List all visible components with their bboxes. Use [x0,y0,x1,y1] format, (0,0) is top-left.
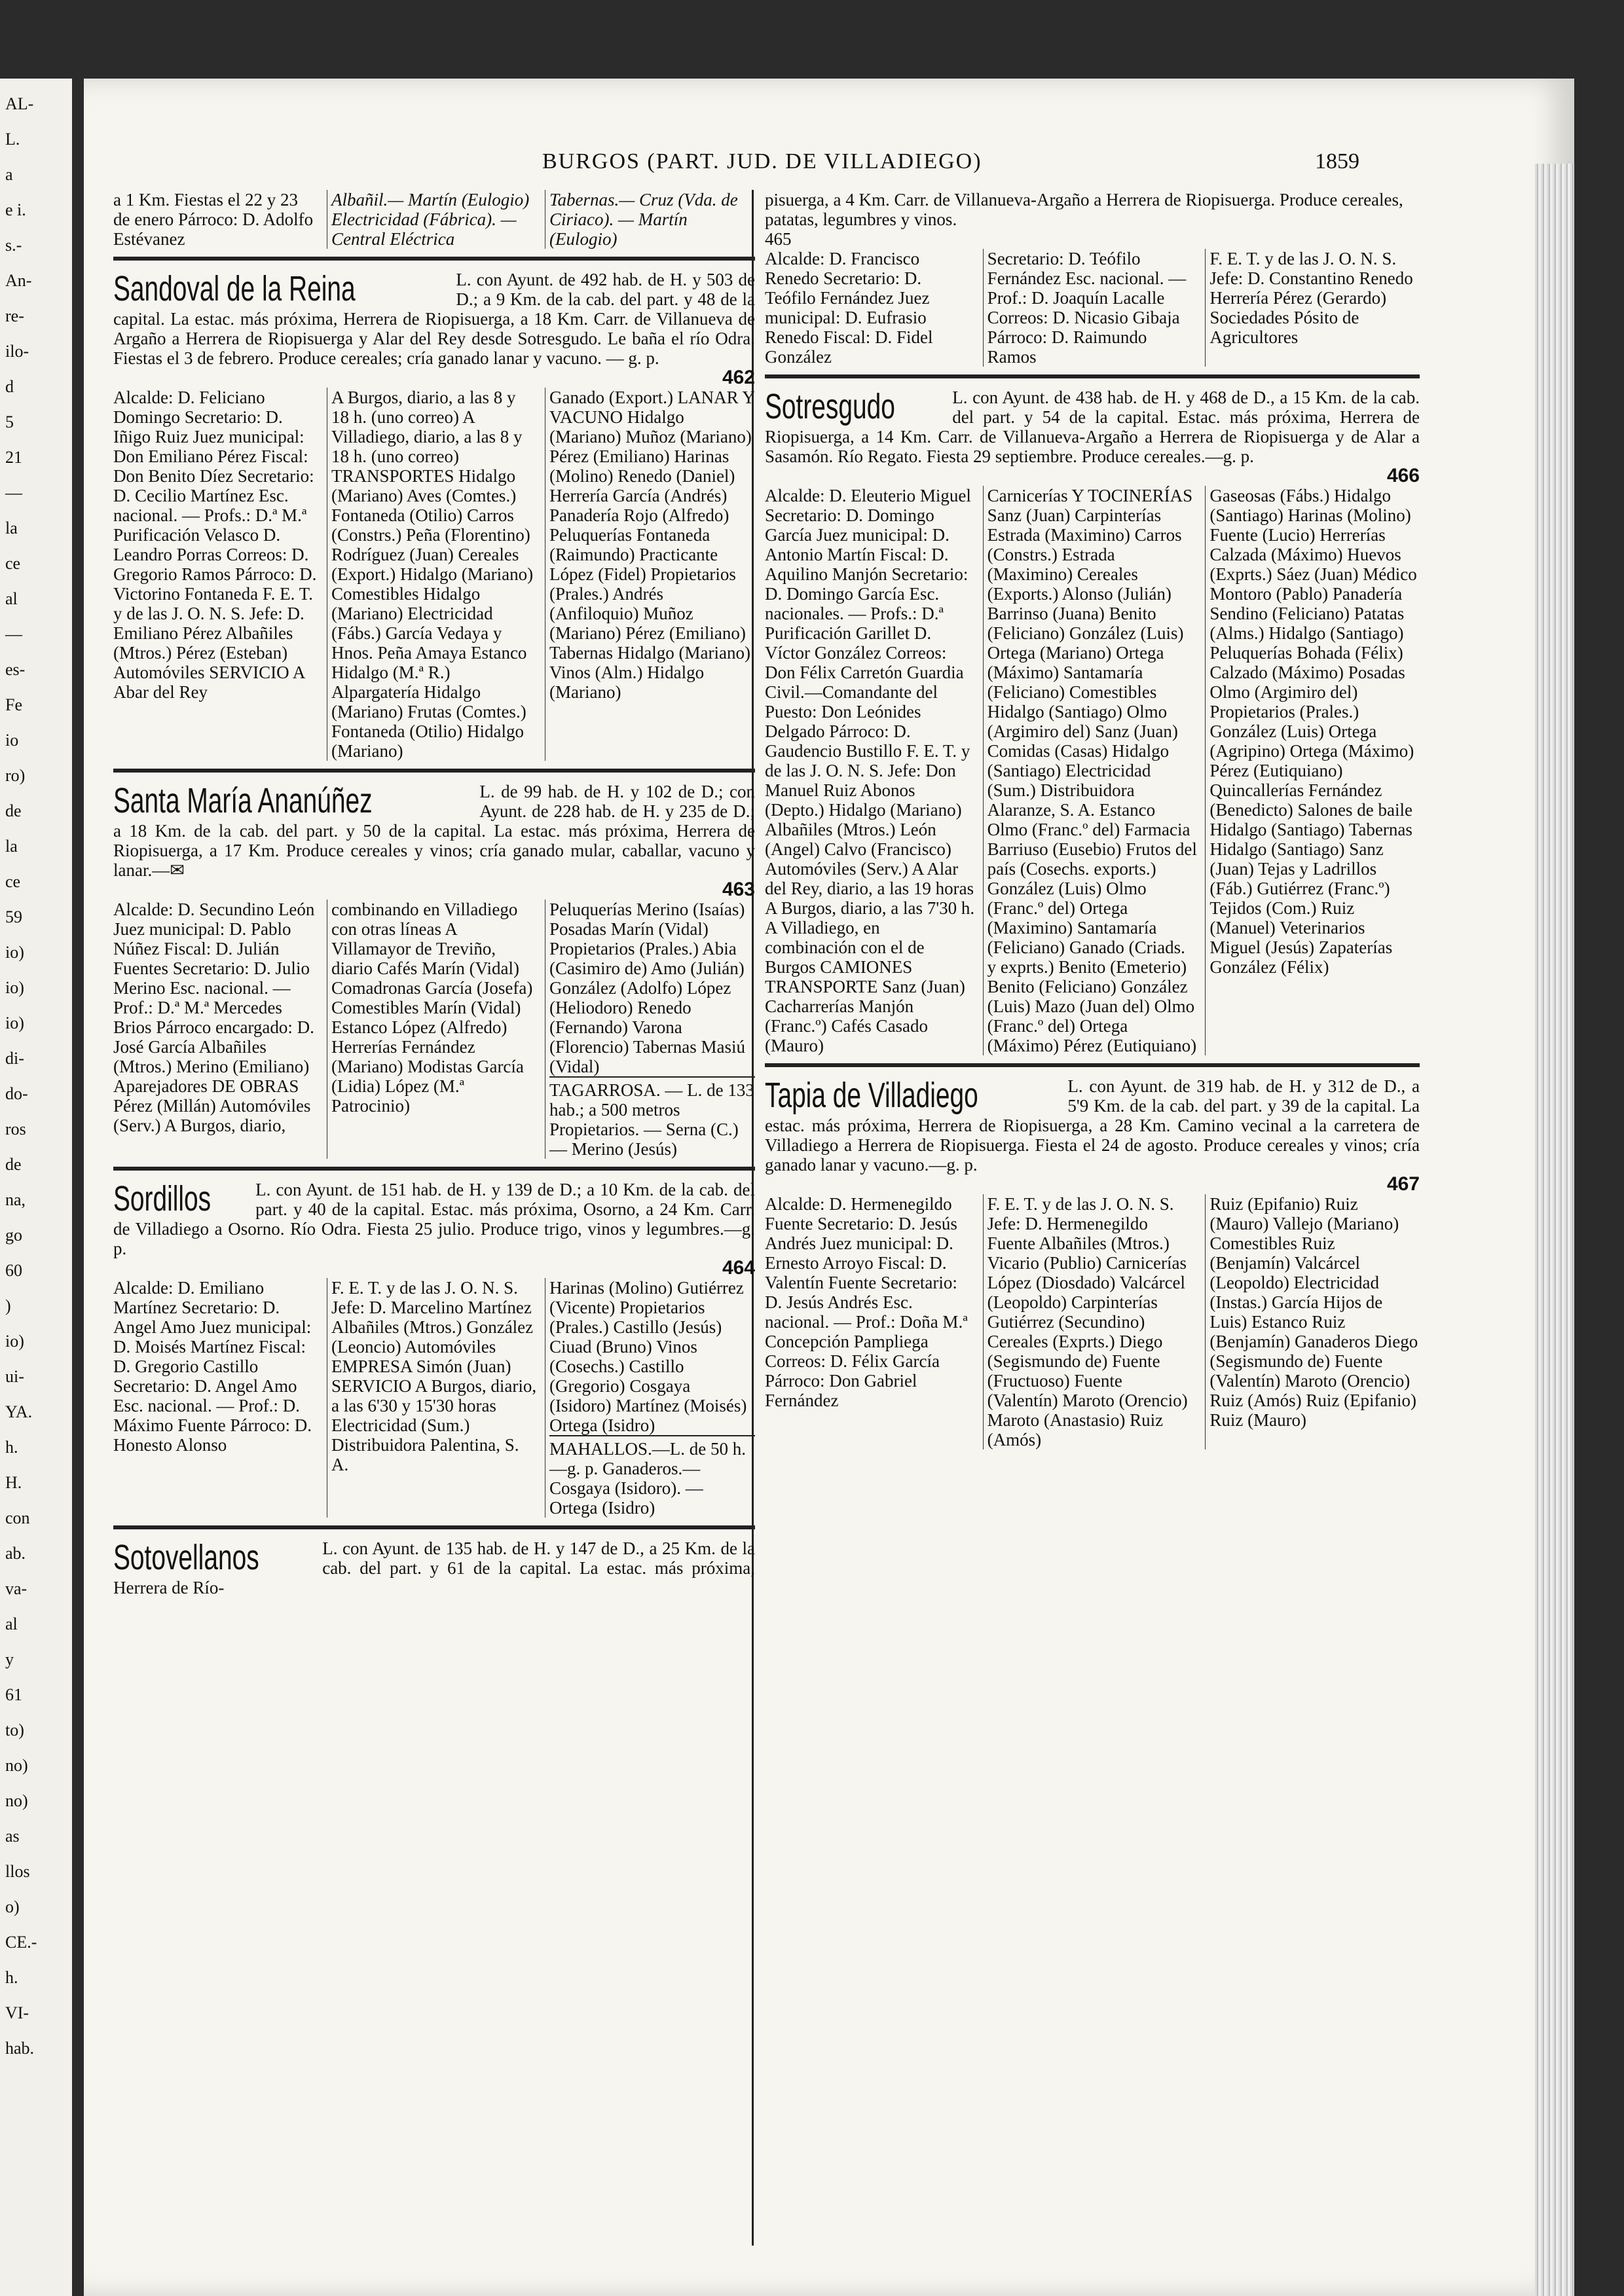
entry-col-3: Gaseosas (Fábs.) Hidalgo (Santiago) Harinas (Molino) Fuente (Lucio) Herrerías Calzada (Máximo) Huevos (Exprts.) Sáez (Juan) Médico Montoro (Pablo) Panadería Sendino (Feliciano) Patatas (Alms.) Hidalgo (Santiago) Peluquerías Bohada (Félix) Calzado (Máximo) Posadas Olmo (Argimiro del) Propietarios (Prales.) González (Luis) Ortega (Agripino) Ortega (Máximo) Pérez (Eutiquiano) Quincallerías Fernández (Benedicto) Salones de baile Hidalgo (Santiago) Tabernas Hidalgo (Santiago) Sanz (Juan) Tejas y Ladrillos (Fáb.) Gutiérrez (Franc.º) Tejidos (Com.) Ruiz (Manuel) Veterinarios Miguel (Jesús) Zapaterías González (Félix) [1205,486,1420,1055]
entry-number: 464 [722,1257,755,1279]
strip-fragment: la [5,519,18,538]
entry-col-1: Alcalde: D. Secundino León Juez municipal: D. Pablo Núñez Fiscal: D. Julián Fuentes Secretario: D. Julio Merino Esc. nacional. — Prof.: D.ª M.ª Mercedes Brios Párroco encargado: D. José García Albañiles (Mtros.) Merino (Emiliano) Aparejadores DE OBRAS Pérez (Millán) Automóviles (Serv.) A Burgos, diario, [113,900,315,1135]
strip-fragment: ce [5,872,21,891]
fragment-col-2: Albañil.— Martín (Eulogio) Electricidad (Fábrica). — Central Eléctrica [327,190,537,249]
separator [113,1525,755,1529]
strip-fragment: io) [5,978,24,997]
strip-fragment: al [5,1614,18,1633]
strip-fragment: Fe [5,695,22,714]
left-column [113,190,755,1604]
strip-fragment: ) [5,1296,11,1315]
entry-sotresgudo [765,388,1420,1055]
strip-fragment: d [5,377,14,396]
page-edge [1535,164,1574,2296]
strip-fragment: e i. [5,200,26,219]
entry-col-2: A Burgos, diario, a las 8 y 18 h. (uno correo) A Villadiego, diario, a las 8 y 18 h. (uno correo) TRANSPORTES Hidalgo (Mariano) Aves (Comtes.) Fontaneda (Otilio) Carros (Constrs.) Peña (Florentino) Rodríguez (Juan) Cereales (Export.) Hidalgo (Mariano) Comestibles Hidalgo (Mariano) Electricidad (Fábs.) García Vedaya y Hnos. Peña Amaya Estanco Hidalgo (M.ª R.) Alpargatería Hidalgo (Mariano) Frutas (Comtes.) Fontaneda (Otilio) Hidalgo (Mariano) [327,388,537,761]
entry-col-1: Alcalde: D. Hermenegildo Fuente Secretario: D. Jesús Andrés Juez municipal: D. Ernesto Arroyo Fiscal: D. Valentín Fuente Secretario: D. Jesús Andrés Esc. nacional. — Prof.: Doña M.ª Concepción Pampliega Correos: D. Félix García Párroco: Don Gabriel Fernández [765,1194,968,1410]
entry-number: 463 [722,879,755,900]
fragment-col-1: a 1 Km. Fiestas el 22 y 23 de enero Párroco: D. Adolfo Estévanez [113,190,314,249]
strip-fragment: 60 [5,1261,22,1280]
strip-fragment: ros [5,1120,26,1139]
strip-fragment: 59 [5,907,22,926]
strip-fragment: va- [5,1579,28,1598]
page-header [84,149,1380,182]
strip-fragment: An- [5,271,32,290]
strip-fragment: to) [5,1721,24,1740]
entry-desc: L. con Ayunt. de 319 hab. de H. y 312 de D., a 5'9 Km. de la cab. del part. y 39 de la capital. La estac. más próxima, Herrera de Riopisuerga, a 28 Km. Camino vecinal a la carretera de Villadiego a Herrera de Riopisuerga. Fiesta el 24 de agosto. Produce cereales y vinos; cría ganado lanar y vacuno.—g. p. [765,1076,1420,1175]
strip-fragment: CE.- [5,1933,37,1952]
top-fragment [113,190,755,249]
entry-sordillos [113,1180,755,1518]
strip-fragment: io) [5,1013,24,1032]
entry-col-3: Ruiz (Epifanio) Ruiz (Mauro) Vallejo (Mariano) Comestibles Ruiz (Benjamín) Valcárcel (Leopoldo) Electricidad (Instas.) García Hijos de Luis) Estanco Ruiz (Benjamín) Ganaderos Diego (Segismundo de) Fuente (Valentín) Maroto (Orencio) Ruiz (Amós) Ruiz (Epifanio) Ruiz (Mauro) [1205,1194,1420,1449]
entry-number: 467 [1386,1173,1420,1195]
strip-fragment: s.- [5,236,22,255]
strip-fragment: di- [5,1049,24,1068]
strip-fragment: ab. [5,1544,26,1563]
directory-page [84,79,1574,2296]
entry-col-1: Alcalde: D. Feliciano Domingo Secretario: D. Iñigo Ruiz Juez municipal: Don Emiliano Pérez Fiscal: Don Benito Díez Secretario: D. Cecilio Martínez Esc. nacional. — Profs.: D.ª M.ª Purificación Velasco D. Leandro Porras Correos: D. Gregorio Ramos Párroco: D. Victorino Fontaneda F. E. T. y de las J. O. N. S. Jefe: D. Emiliano Pérez Albañiles (Mtros.) Pérez (Esteban) Automóviles SERVICIO A Abar del Rey [113,388,317,702]
separator [113,769,755,773]
entry-tapia [765,1076,1420,1449]
strip-fragment: 5 [5,412,14,431]
entry-number: 465 [765,229,792,249]
strip-fragment: es- [5,660,26,679]
strip-fragment: h. [5,1438,18,1457]
strip-fragment: AL- [5,94,34,113]
entry-desc: L. con Ayunt. de 438 hab. de H. y 468 de D., a 15 Km. de la cab. del part. y 54 de la capital. Estac. más próxima, Herrera de Riopisuerga, a 14 Km. Carr. de Villanueva-Argaño a Herrera de Riopisuerga y de Alar a Sasamón. Río Regato. Fiesta 29 septiembre. Produce cereales.—g. p. [765,388,1420,466]
continued-desc: pisuerga, a 4 Km. Carr. de Villanueva-Argaño a Herrera de Riopisuerga. Produce cereales, patatas, legumbres y vinos. [765,190,1403,229]
page-number: 1859 [1315,149,1359,173]
right-column [765,190,1420,1456]
separator [765,374,1420,378]
entry-col-3: Peluquerías Merino (Isaías) Posadas Marín (Vidal) Propietarios (Prales.) Abia (Casimiro de) Amo (Julián) González (Adolfo) López (Heliodoro) Renedo (Fernando) Varona (Florencio) Tabernas Masiú (Vidal) [549,900,746,1076]
strip-fragment: do- [5,1084,28,1103]
fragment-col-1: Alcalde: D. Francisco Renedo Secretario: D. Teófilo Fernández Juez municipal: D. Eufrasio Renedo Fiscal: D. Fidel González [765,249,933,367]
strip-fragment: 21 [5,448,22,467]
strip-fragment: o) [5,1897,20,1916]
strip-fragment: L. [5,130,20,149]
strip-fragment: la [5,837,18,856]
entry-desc: L. con Ayunt. de 492 hab. de H. y 503 de D.; a 9 Km. de la cab. del part. y 48 de la capital. La estac. más próxima, Herrera de Riopisuerga, a 18 Km. Carr. de Villanueva de Argaño a Herrera de Riopisuerga y Alar del Rey desde Sotresgudo. Le baña el río Odra. Fiestas el 3 de febrero. Produce cereales; cría ganado lanar y vacuno. — g. p. [113,270,755,368]
strip-fragment: llos [5,1862,30,1881]
strip-fragment: io) [5,943,24,962]
strip-fragment: no) [5,1756,28,1775]
strip-fragment: a [5,165,13,184]
page-title: BURGOS (PART. JUD. DE VILLADIEGO) [542,149,982,173]
fragment-col-2: Secretario: D. Teófilo Fernández Esc. nacional. — Prof.: D. Joaquín Lacalle Correos: D. Nicasio Gibaja Párroco: D. Raimundo Ramos [983,249,1198,367]
entry-col-2: combinando en Villadiego con otras líneas A Villamayor de Treviño, diario Cafés Marín (Vidal) Comadronas García (Josefa) Comestibles Marín (Vidal) Estanco López (Alfredo) Herrerías Fernández (Mariano) Modistas García (Lidia) López (M.ª Patrocinio) [327,900,537,1159]
strip-fragment: YA. [5,1402,33,1421]
continued-entry [765,249,1420,367]
strip-fragment: de [5,1155,22,1174]
entry-name: Tapia de Villadiego [765,1076,978,1115]
entry-name: Sandoval de la Reina [113,269,356,308]
entry-sotovellanos [113,1539,755,1597]
entry-name: Sordillos [113,1179,212,1218]
entry-sandoval [113,270,755,761]
entry-desc: L. con Ayunt. de 135 hab. de H. y 147 de D., a 25 Km. de la cab. del part. y 61 de la capital. La estac. más próxima, Herrera de Río- [113,1539,755,1597]
entry-col-3: Ganado (Export.) LANAR Y VACUNO Hidalgo (Mariano) Muñoz (Mariano) Pérez (Emiliano) Harinas (Molino) Renedo (Daniel) Herrería García (Andrés) Panadería Rojo (Alfredo) Peluquerías Fontaneda (Raimundo) Practicante López (Fidel) Propietarios (Prales.) Andrés (Anfiloquio) Muñoz (Mariano) Pérez (Emiliano) Tabernas Hidalgo (Mariano) Vinos (Alm.) Hidalgo (Mariano) [545,388,755,761]
separator [765,1063,1420,1067]
strip-fragment: — [5,625,22,644]
strip-fragment: H. [5,1473,22,1492]
strip-fragment: — [5,483,22,502]
entry-name: Santa María Ananúñez [113,781,373,820]
separator [113,1167,755,1171]
strip-fragment: hab. [5,2039,35,2058]
fragment-col-3: F. E. T. y de las J. O. N. S. Jefe: D. Constantino Renedo Herrería Pérez (Gerardo) Sociedades Pósito de Agricultores [1205,249,1420,367]
strip-fragment: re- [5,306,24,325]
entry-col-3: Harinas (Molino) Gutiérrez (Vicente) Propietarios (Prales.) Castillo (Jesús) Ciuad (Bruno) Vinos (Cosechs.) Castillo (Gregorio) Cosgaya (Isidoro) Martínez (Moisés) Ortega (Isidro) [549,1278,747,1435]
entry-desc: L. de 99 hab. de H. y 102 de D.; con Ayunt. de 228 hab. de H. y 235 de D.; a 18 Km. de la cab. del part. y 50 de la capital. La estac. más próxima, Herrera de Riopisuerga, a 17 Km. Produce cereales y vinos; cría ganado mular, caballar, vacuno y lanar.—✉ [113,782,755,880]
strip-fragment: al [5,589,18,608]
fragment-col-3: Tabernas.— Cruz (Vda. de Ciriaco). — Martín (Eulogio) [545,190,755,249]
strip-fragment: no) [5,1791,28,1810]
strip-fragment: ro) [5,766,26,785]
entry-col-2: F. E. T. y de las J. O. N. S. Jefe: D. Marcelino Martínez Albañiles (Mtros.) González (Leoncio) Automóviles EMPRESA Simón (Juan) SERVICIO A Burgos, diario, a las 6'30 y 15'30 horas Electricidad (Sum.) Distribuidora Palentina, S. A. [327,1278,537,1518]
entry-col-1: Alcalde: D. Emiliano Martínez Secretario: D. Angel Amo Juez municipal: D. Moisés Martínez Fiscal: D. Gregorio Castillo Secretario: D. Angel Amo Esc. nacional. — Prof.: D. Máximo Fuente Párroco: D. Honesto Alonso [113,1278,312,1455]
entry-col-1: Alcalde: D. Eleuterio Miguel Secretario: D. Domingo García Juez municipal: D. Antonio Martín Fiscal: D. Aquilino Manjón Secretario: D. Domingo García Esc. nacionales. — Profs.: D.ª Purificación Garillet D. Víctor González Correos: Don Félix Carretón Guardia Civil.—Comandante del Puesto: Don Leónides Delgado Párroco: D. Gaudencio Bustillo F. E. T. y de las J. O. N. S. Jefe: Don Manuel Ruiz Abonos (Depto.) Hidalgo (Mariano) Albañiles (Mtros.) León (Angel) Calvo (Francisco) Automóviles (Serv.) A Alar del Rey, diario, a las 19 horas A Burgos, diario, a las 7'30 h. A Villadiego, en combinación con el de Burgos CAMIONES TRANSPORTE Sanz (Juan) Cacharrerías Manjón (Franc.º) Cafés Casado (Mauro) [765,486,975,1055]
entry-desc: L. con Ayunt. de 151 hab. de H. y 139 de D.; a 10 Km. de la cab. del part. y 40 de la capital. Estac. más próxima, Osorno, a 24 Km. Carr. de Villadiego a Osorno. Río Odra. Fiesta 25 julio. Produce trigo, vinos y legumbres.—g. p. [113,1180,755,1258]
entry-subnote: MAHALLOS.—L. de 50 h.—g. p. Ganaderos.—Cosgaya (Isidoro). — Ortega (Isidro) [549,1435,755,1518]
entry-name: Sotovellanos [113,1538,259,1577]
strip-fragment: ilo- [5,342,29,361]
strip-fragment: ui- [5,1367,24,1386]
entry-number: 466 [1386,465,1420,486]
separator [113,257,755,261]
entry-col-2: F. E. T. y de las J. O. N. S. Jefe: D. Hermenegildo Fuente Albañiles (Mtros.) Vicario (Publio) Carnicerías López (Diosdado) Valcárcel (Leopoldo) Carpinterías Gutiérrez (Secundino) Cereales (Exprts.) Diego (Segismundo de) Fuente (Fructuoso) Fuente (Valentín) Maroto (Orencio) Maroto (Anastasio) Ruiz (Amós) [983,1194,1198,1449]
strip-fragment: na, [5,1190,26,1209]
entry-col-2: Carnicerías Y TOCINERÍAS Sanz (Juan) Carpinterías Estrada (Maximino) Carros (Constrs.) Estrada (Maximino) Cereales (Exports.) Alonso (Julián) Barrinso (Juana) Benito (Feliciano) González (Luis) Ortega (Mariano) Ortega (Máximo) Santamaría (Feliciano) Comestibles Hidalgo (Santiago) Olmo (Argimiro del) Sanz (Juan) Comidas (Casas) Hidalgo (Santiago) Electricidad (Sum.) Distribuidora Alaranze, S. A. Estanco Olmo (Franc.º del) Farmacia Barriuso (Eusebio) Frutos del país (Cosechs. exports.) González (Luis) Olmo (Franc.º del) Ortega (Maximino) Santamaría (Feliciano) Ganado (Criads. y exprts.) Benito (Emeterio) Benito (Feliciano) González (Luis) Mazo (Juan del) Olmo (Franc.º del) Ortega (Máximo) Pérez (Eutiquiano) [983,486,1198,1055]
strip-fragment: io) [5,1332,24,1351]
entry-subnote: TAGARROSA. — L. de 133 hab.; a 500 metros Propietarios. — Serna (C.) — Merino (Jesús) [549,1076,755,1159]
strip-fragment: con [5,1508,30,1527]
strip-fragment: y [5,1650,14,1669]
entry-name: Sotresgudo [765,387,895,426]
strip-fragment: VI- [5,2003,29,2022]
entry-number: 462 [722,367,755,388]
entry-santa-maria [113,782,755,1159]
strip-fragment: de [5,801,22,820]
strip-fragment: h. [5,1968,18,1987]
strip-fragment: 61 [5,1685,22,1704]
strip-fragment: go [5,1226,22,1245]
strip-fragment: ce [5,554,21,573]
strip-fragment: io [5,731,19,750]
adjacent-page-strip [0,79,72,2296]
strip-fragment: as [5,1827,20,1846]
